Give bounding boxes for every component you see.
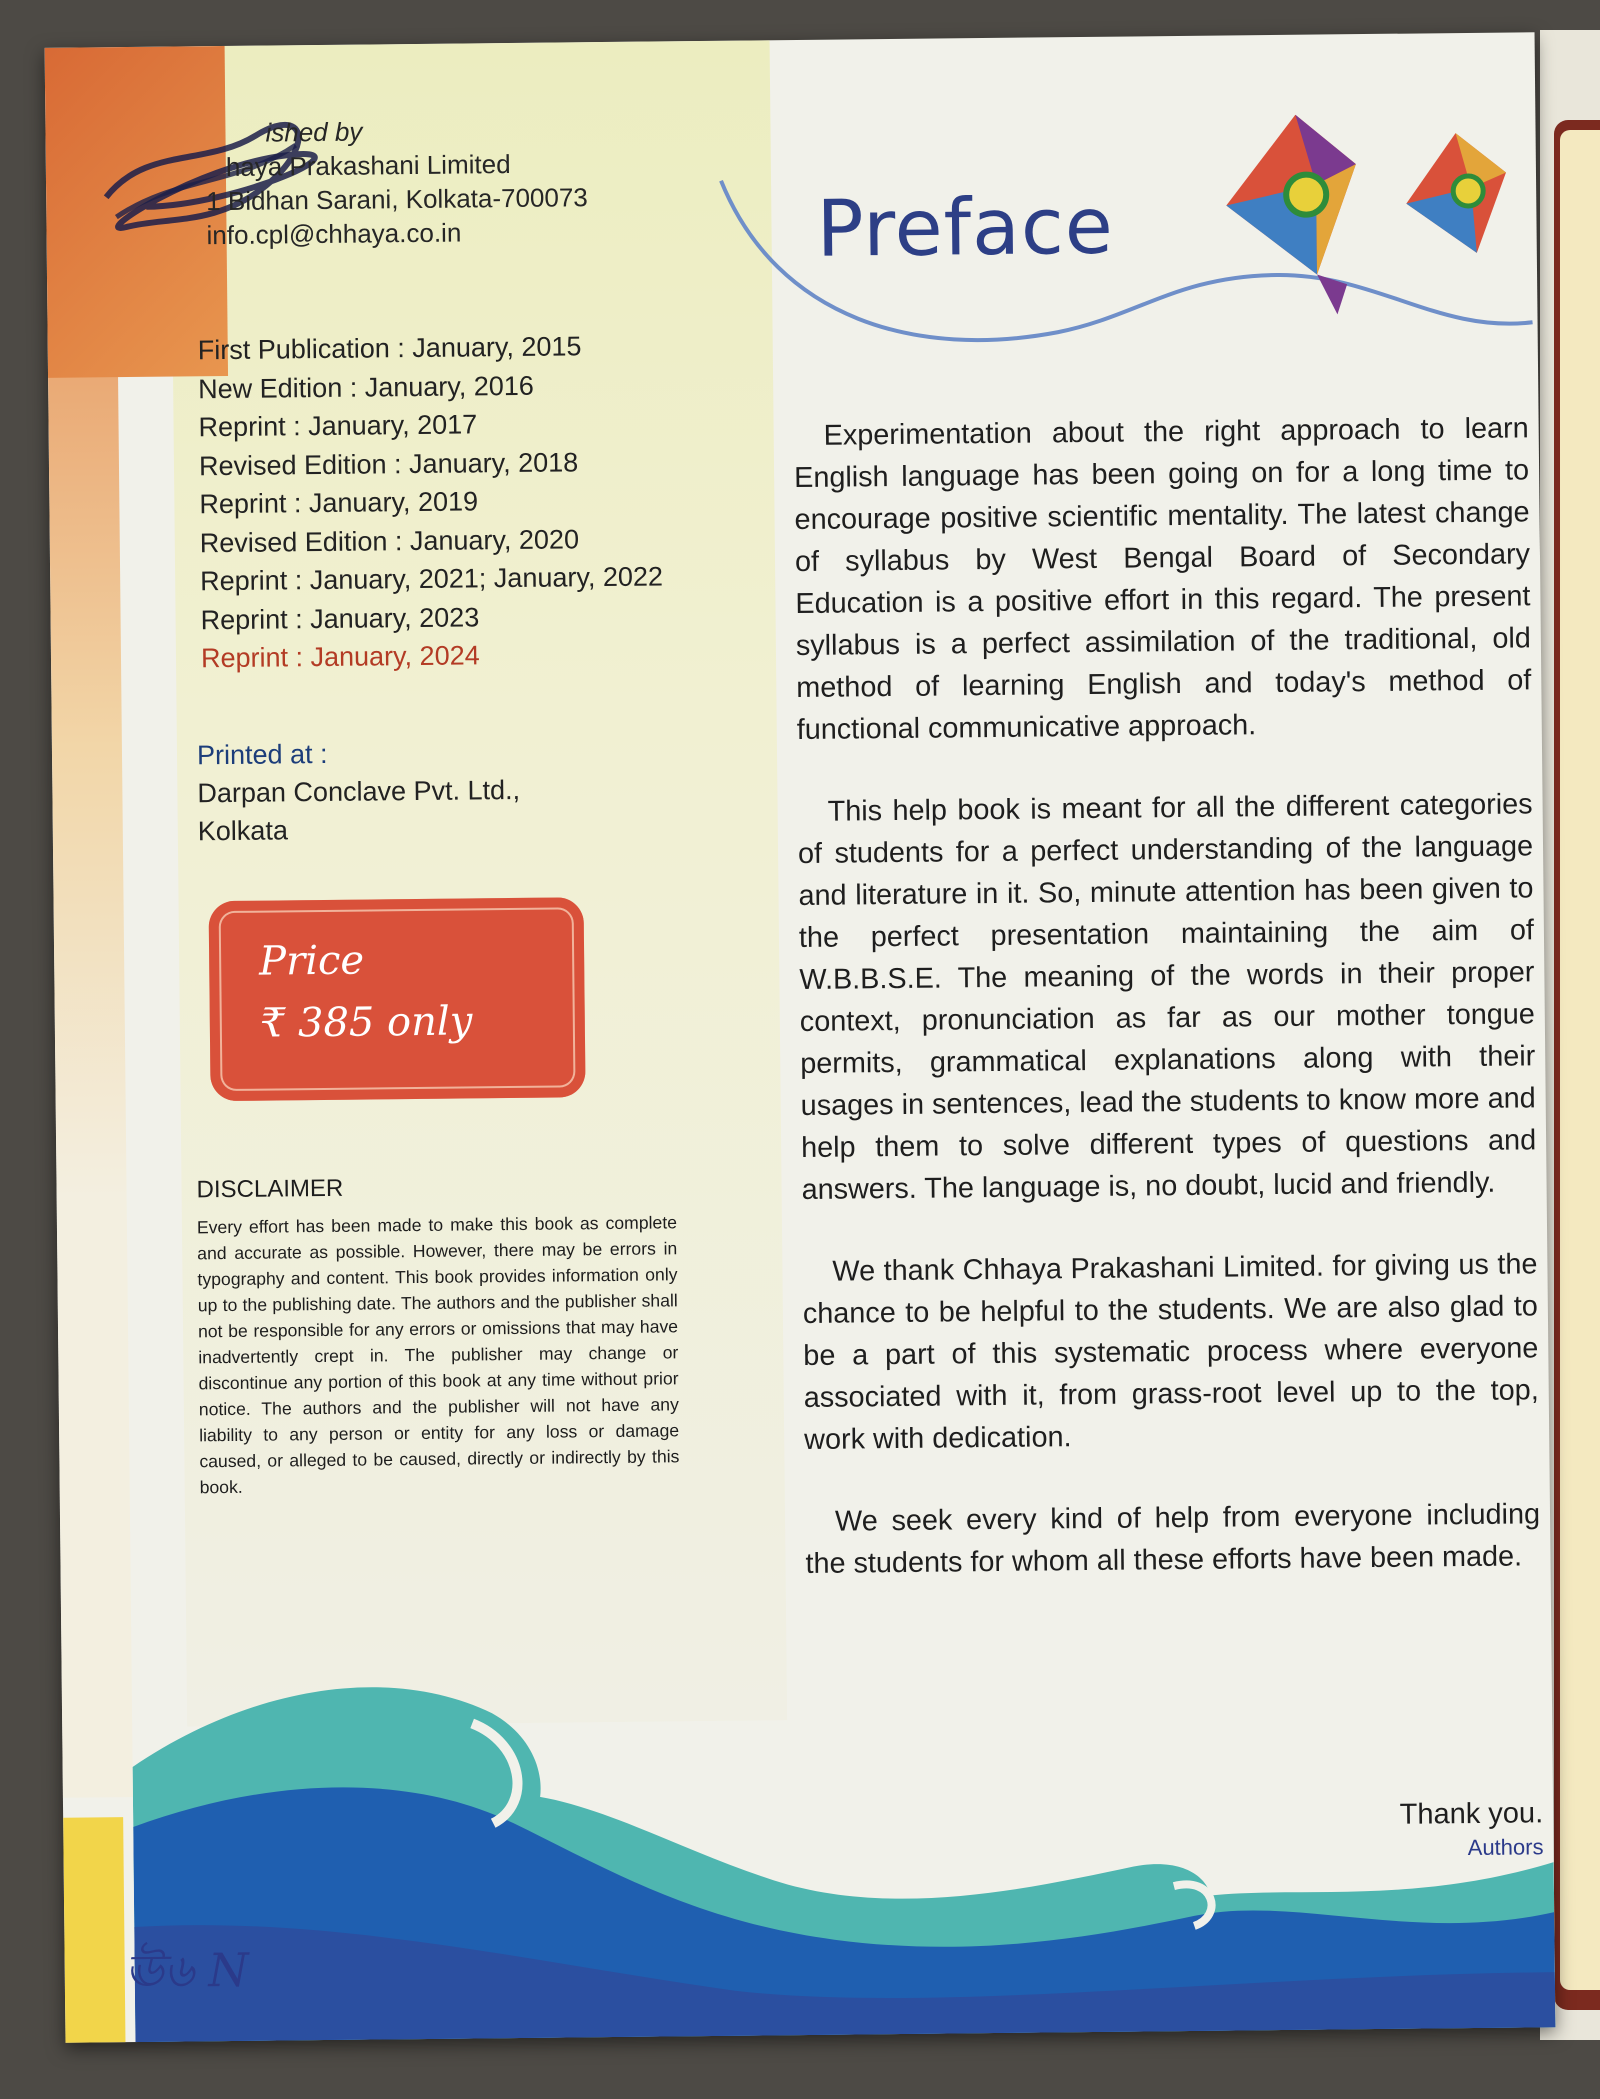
- kite-icon: [1225, 114, 1357, 315]
- edition-line-latest: Reprint : January, 2024: [200, 640, 480, 674]
- edition-line: Reprint : January, 2021; January, 2022: [200, 561, 664, 597]
- printer-name: Darpan Conclave Pvt. Ltd.,: [197, 774, 521, 809]
- closing-text: Thank you.: [1399, 1797, 1544, 1831]
- book-page: [45, 32, 1556, 2042]
- disclaimer-title: DISCLAIMER: [196, 1174, 344, 1204]
- signature: Authors: [1467, 1834, 1544, 1861]
- preface-title: Preface: [816, 181, 1115, 275]
- price-label: Price: [258, 937, 365, 985]
- preface-body: [793, 407, 1541, 1625]
- adjacent-page-strip: [1554, 120, 1600, 2010]
- edition-line: Revised Edition : January, 2018: [198, 446, 579, 481]
- handwritten-note: ঊ৬ N: [124, 1942, 249, 1999]
- printer-city: Kolkata: [197, 815, 289, 847]
- disclaimer-body: Every effort has been made to make this book as complete and accurate as possible. However, there may be errors in typography and content. This book provides information only up to the publishing date. The authors and the publisher shall not be responsible for any errors or omissions that may have inadvertently crept in. The publisher may change or discontinue any portion of this book at any time without prior notice. The authors and the publisher will not have any liability to any person or entity for any loss or damage caused, or alleged to be caused, directly or indirectly by this book.: [196, 1212, 680, 1498]
- price-tag: [209, 897, 586, 1101]
- printer-block: [197, 733, 521, 850]
- yellow-edge-strip: [63, 1817, 125, 2043]
- edition-history: [198, 326, 664, 677]
- edition-line: Reprint : January, 2017: [198, 409, 478, 443]
- publisher-name: haya Prakashani Limited: [225, 148, 511, 182]
- price-amount: ₹ 385 only: [259, 998, 473, 1047]
- edition-line: Revised Edition : January, 2020: [199, 523, 580, 558]
- preface-paragraph: We thank Chhaya Prakashani Limited. for giving us the chance to be helpful to the students. We are also glad to be a part of this systematic process where everyone associated with it, from grass-root level up to the top, work with dedication.: [802, 1248, 1539, 1456]
- edition-line: First Publication : January, 2015: [197, 331, 582, 366]
- publisher-email: info.cpl@chhaya.co.in: [206, 217, 462, 251]
- edition-line: Reprint : January, 2019: [199, 486, 479, 520]
- kite-icon: [1406, 133, 1507, 254]
- printer-heading: Printed at :: [196, 738, 328, 771]
- publisher-address: 1 Bidhan Sarani, Kolkata-700073: [206, 182, 588, 217]
- edition-line: New Edition : January, 2016: [198, 370, 535, 404]
- disclaimer-block: [196, 1171, 679, 1500]
- publisher-heading: ished by: [265, 116, 363, 148]
- kites-illustration: [1205, 112, 1537, 355]
- edition-line: Reprint : January, 2023: [200, 601, 480, 635]
- preface-paragraph: Experimentation about the right approach to learn English language has been going on for a long time to encourage positive scientific mentality. The latest change of syllabus by West Bengal Board of Secondary Education is a positive effort in this regard. The present syllabus is a perfect assimilation of the traditional, old method of learning English and today's method of functional communicative approach.: [793, 412, 1532, 747]
- publisher-block: [205, 112, 588, 252]
- preface-paragraph: We seek every kind of help from everyone including the students for whom all these efforts have been made.: [805, 1498, 1541, 1580]
- preface-paragraph: This help book is meant for all the different categories of students for a perfect understanding of the language and literature in it. So, minute attention has been given to the perfect presentation maintaining the aim of W.B.B.S.E. The meaning of the words in their proper context, pronunciation as far as our mother tongue permits, grammatical explanations along with their usages in sentences, lead the students to know more and help them to solve different types of questions and answers. The language is, no doubt, lucid and friendly.: [797, 788, 1537, 1206]
- wave-decoration: [131, 1612, 1555, 2043]
- left-edge-band: [47, 297, 133, 1798]
